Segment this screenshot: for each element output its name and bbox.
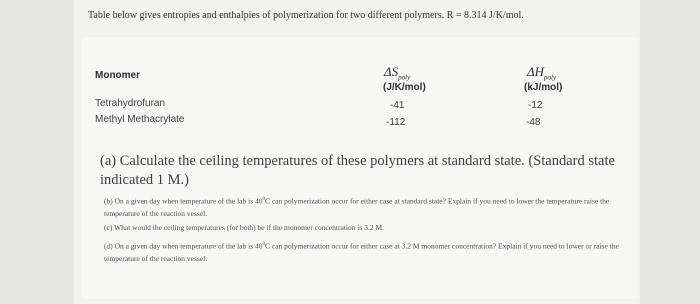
table-row-1-monomer: Tetrahydrofuran <box>95 98 166 109</box>
question-b: (b) On a given day when temperature of the lab is $40^0C$ can polymerization occur for either case at standard state? Explain if you need to lower the temperature raise the temperature of the reaction vessel. <box>104 196 610 218</box>
enthalpy-symbol: $\Delta H_{poly}$ <box>527 64 557 82</box>
entropy-unit: (J/K/mol) <box>383 82 426 93</box>
enthalpy-header <box>527 64 556 82</box>
question-d: (d) On a given day when temperature of the lab is $40^0C$ can polymerization occur for either case at 3.2 M monomer concentration? Explain if you need to lower or raise the temperature of the reaction vessel. <box>104 241 619 263</box>
question-c: (c) What would the ceiling temperatures (for both) be if the monomer concentration is 3.2 M. <box>104 223 384 232</box>
entropy-symbol: $\Delta S_{poly}$ <box>384 64 411 82</box>
table-row-2-enthalpy: -48 <box>526 117 541 128</box>
entropy-header <box>384 64 410 82</box>
table-row-1-enthalpy: -12 <box>528 100 543 111</box>
enthalpy-unit: (kJ/mol) <box>524 82 563 93</box>
monomer-header: Monomer <box>95 70 140 81</box>
table-row-2-monomer: Methyl Methacrylate <box>95 114 185 125</box>
table-caption: Table below gives entropies and enthalpies of polymerization for two different polymers. R = 8.314 J/K/mol. <box>88 10 524 21</box>
table-row-2-entropy: -112 <box>386 117 406 128</box>
table-row-1-entropy: -41 <box>390 100 405 111</box>
question-a: (a) Calculate the ceiling temperatures of these polymers at standard state. (Standard state indicated 1 M.) <box>100 153 615 188</box>
